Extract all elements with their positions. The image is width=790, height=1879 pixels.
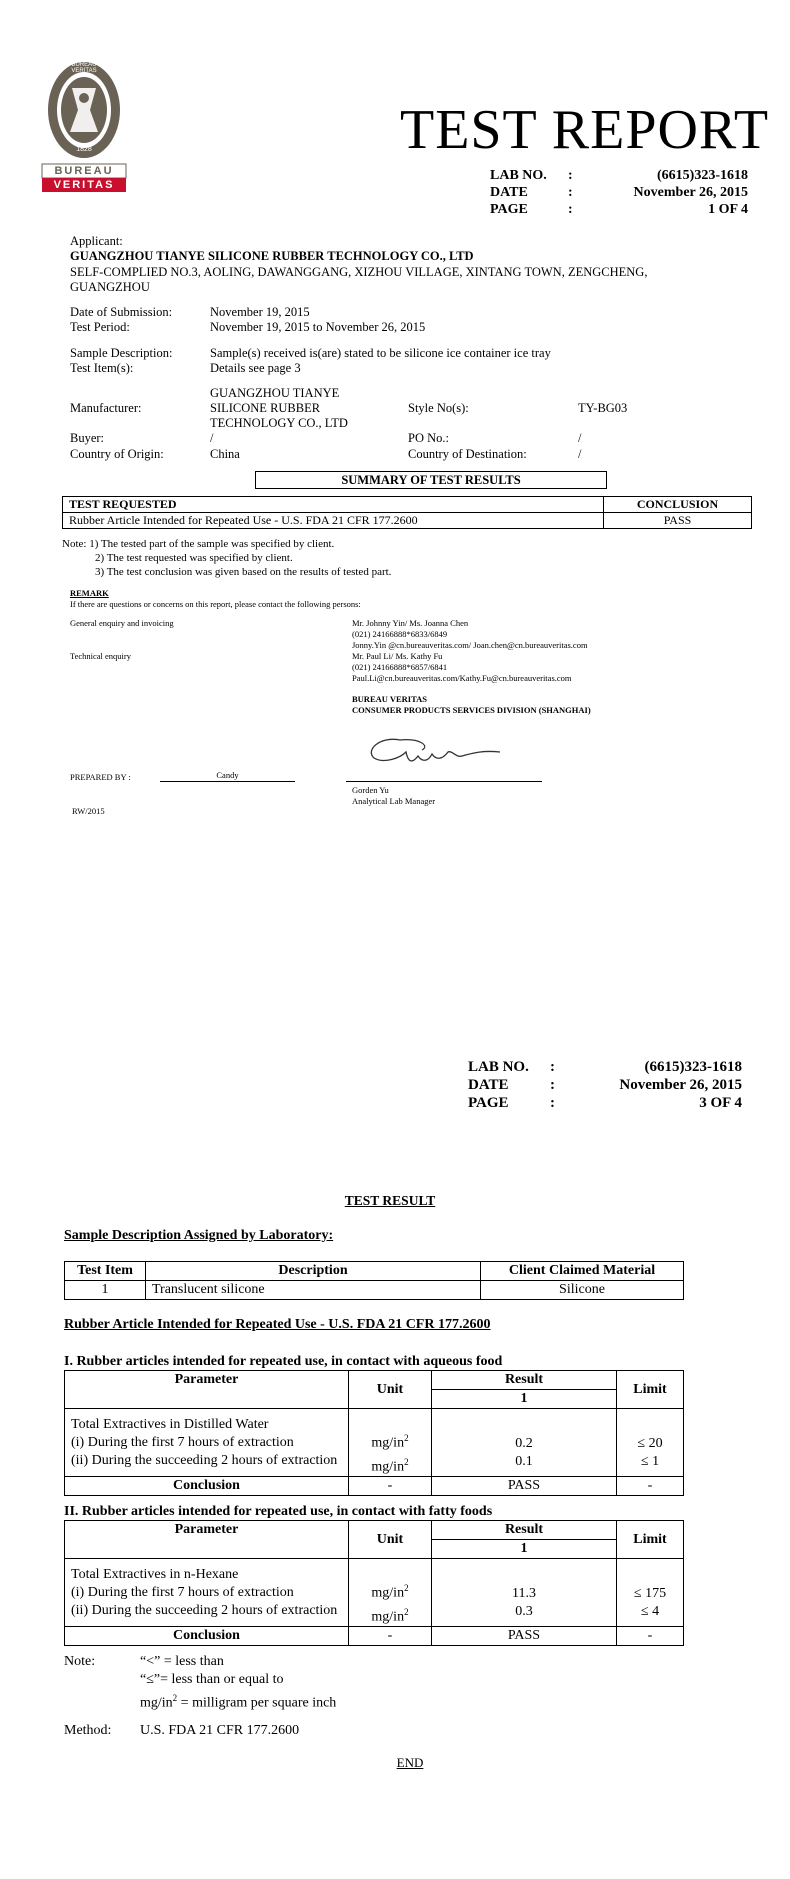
sample-description-cell: Translucent silicone xyxy=(146,1281,481,1300)
date-label: DATE xyxy=(490,185,528,200)
report-title: TEST REPORT xyxy=(400,99,770,161)
manufacturer-line-1: GUANGZHOU TIANYE xyxy=(210,386,340,400)
po-label: PO No.: xyxy=(408,431,449,445)
aqueous-row-1-param: (i) During the first 7 hours of extraction xyxy=(71,1434,294,1450)
buyer-label: Buyer: xyxy=(70,431,105,445)
origin-label: Country of Origin: xyxy=(70,447,164,461)
period-value: November 19, 2015 to November 26, 2015 xyxy=(210,320,426,334)
sample-value: Sample(s) received is(are) stated to be silicone ice container ice tray xyxy=(210,346,551,360)
manufacturer-line-3: TECHNOLOGY CO., LTD xyxy=(210,416,348,430)
colon: : xyxy=(550,1059,555,1075)
fatty-row-1-result: 11.3 xyxy=(512,1585,536,1601)
fatty-row-1-unit: $mg/in^2$ xyxy=(371,1583,409,1601)
style-value: TY-BG03 xyxy=(578,401,628,415)
fatty-header-parameter: Parameter xyxy=(65,1521,349,1559)
sample-table xyxy=(64,1261,684,1300)
prepared-by-line xyxy=(160,781,295,782)
aqueous-row-1-limit: ≤ 20 xyxy=(637,1435,663,1451)
technical-contact-name: Mr. Paul Li/ Ms. Kathy Fu xyxy=(352,651,443,661)
table-row xyxy=(65,1521,684,1540)
applicant-address-2: GUANGZHOU xyxy=(70,280,150,294)
prepared-by-label: PREPARED BY : xyxy=(70,772,131,782)
aqueous-row-total: Total Extractives in Distilled Water xyxy=(71,1416,269,1432)
style-label: Style No(s): xyxy=(408,401,469,415)
date-label: DATE xyxy=(468,1077,509,1093)
logo-word-veritas: VERITAS xyxy=(53,179,115,191)
aqueous-header-result: Result xyxy=(432,1371,617,1390)
submission-label: Date of Submission: xyxy=(70,305,173,319)
fatty-row-1-limit: ≤ 175 xyxy=(633,1585,667,1601)
applicant-address-1: SELF-COMPLIED NO.3, AOLING, DAWANGGANG, XIZHOU VILLAGE, XINTANG TOWN, ZENGCHENG, xyxy=(70,265,648,279)
colon: : xyxy=(568,185,573,200)
technical-enquiry-label: Technical enquiry xyxy=(70,651,132,661)
colon: : xyxy=(568,168,573,183)
aqueous-conclusion-limit: - xyxy=(617,1477,684,1496)
note-1: Note: 1) The tested part of the sample was specified by client. xyxy=(62,538,335,550)
origin-value: China xyxy=(210,447,240,461)
page-label: PAGE xyxy=(468,1095,509,1111)
fatty-row-2-unit: $mg/in^2$ xyxy=(371,1606,409,1625)
lab-no-value: (6615)323-1618 xyxy=(657,168,748,183)
org-name: BUREAU VERITAS xyxy=(352,694,428,704)
fatty-row-total: Total Extractives in n-Hexane xyxy=(71,1566,239,1582)
summary-test-cell: Rubber Article Intended for Repeated Use - U.S. FDA 21 CFR 177.2600 xyxy=(63,513,604,529)
sample-header-material: Client Claimed Material xyxy=(481,1262,684,1281)
colon: : xyxy=(550,1077,555,1093)
date-value: November 26, 2015 xyxy=(619,1077,742,1093)
table-row xyxy=(65,1262,684,1281)
aqueous-header-parameter: Parameter xyxy=(65,1371,349,1409)
fatty-header-limit: Limit xyxy=(617,1521,684,1559)
logo-word-bureau: BUREAU xyxy=(54,165,114,177)
technical-contact-email: Paul.Li@cn.bureauveritas.com/Kathy.Fu@cn.bureauveritas.com xyxy=(352,673,572,683)
table-row xyxy=(65,1559,684,1627)
logo-ring-text: BUREAU VERITAS xyxy=(71,62,97,74)
colon: : xyxy=(550,1095,555,1111)
note-3: 3) The test conclusion was given based on the results of tested part. xyxy=(95,566,392,578)
signer-name: Gorden Yu xyxy=(352,785,389,795)
prepared-by-value: Candy xyxy=(216,770,239,780)
table-row xyxy=(65,1477,684,1496)
page1-header xyxy=(490,167,748,219)
aqueous-row-2-limit: ≤ 1 xyxy=(640,1453,660,1469)
lab-no-label: LAB NO. xyxy=(490,168,547,183)
summary-title: SUMMARY OF TEST RESULTS xyxy=(255,471,607,489)
section-title: Rubber Article Intended for Repeated Use - U.S. FDA 21 CFR 177.2600 xyxy=(64,1317,491,1332)
sample-header-description: Description xyxy=(146,1262,481,1281)
buyer-value: / xyxy=(210,431,214,445)
table-row xyxy=(65,1371,684,1390)
logo-year: 1828 xyxy=(76,146,92,153)
fatty-header-result-sub: 1 xyxy=(432,1540,617,1559)
manufacturer-line-2: SILICONE RUBBER xyxy=(210,401,321,415)
applicant-name: GUANGZHOU TIANYE SILICONE RUBBER TECHNOLOGY CO., LTD xyxy=(70,249,474,263)
technical-contact-phone: (021) 24166888*6857/6841 xyxy=(352,662,448,672)
summary-header-conclusion: CONCLUSION xyxy=(604,497,752,513)
sample-item-cell: 1 xyxy=(65,1281,146,1300)
note-less-equal: “≤”= less than or equal to xyxy=(140,1672,284,1687)
summary-conclusion-cell: PASS xyxy=(604,513,752,529)
destination-value: / xyxy=(578,447,582,461)
fatty-conclusion-unit: - xyxy=(349,1627,432,1646)
aqueous-row-1-unit: $mg/in^2$ xyxy=(371,1433,409,1451)
signature-icon xyxy=(360,728,510,778)
end-marker: END xyxy=(396,1755,424,1770)
table-row xyxy=(65,1281,684,1300)
general-contact-email: Jonny.Yin @cn.bureauveritas.com/ Joan.chen@cn.bureauveritas.com xyxy=(352,640,588,650)
remark-title: REMARK xyxy=(70,588,109,598)
fatty-table xyxy=(64,1520,684,1646)
remark-intro: If there are questions or concerns on this report, please contact the following persons: xyxy=(70,599,361,609)
page-value: 3 OF 4 xyxy=(699,1095,742,1111)
fatty-row-2-limit: ≤ 4 xyxy=(640,1603,660,1619)
method-label: Method: xyxy=(64,1723,112,1738)
fatty-conclusion-limit: - xyxy=(617,1627,684,1646)
general-contact-phone: (021) 24166888*6833/6849 xyxy=(352,629,448,639)
table-row xyxy=(63,513,752,529)
aqueous-header-unit: Unit xyxy=(349,1371,432,1409)
aqueous-row-2-unit: $mg/in^2$ xyxy=(371,1456,409,1475)
page3-header xyxy=(468,1058,742,1112)
sample-label: Sample Description: xyxy=(70,346,173,360)
items-label: Test Item(s): xyxy=(70,361,134,375)
colon: : xyxy=(568,202,573,217)
note-2: 2) The test requested was specified by client. xyxy=(95,552,293,564)
table-row xyxy=(63,497,752,513)
aqueous-row-1-result: 0.2 xyxy=(515,1435,533,1451)
table-row xyxy=(65,1409,684,1477)
date-value: November 26, 2015 xyxy=(633,185,748,200)
fatty-row-2-param: (ii) During the succeeding 2 hours of extraction xyxy=(71,1602,338,1618)
fatty-title: II. Rubber articles intended for repeated use, in contact with fatty foods xyxy=(64,1504,493,1519)
note-label: Note: xyxy=(64,1654,96,1669)
aqueous-title: I. Rubber articles intended for repeated use, in contact with aqueous food xyxy=(64,1354,503,1369)
aqueous-table xyxy=(64,1370,684,1496)
destination-label: Country of Destination: xyxy=(408,447,527,461)
fatty-row-1-param: (i) During the first 7 hours of extraction xyxy=(71,1584,294,1600)
aqueous-conclusion-unit: - xyxy=(349,1477,432,1496)
aqueous-conclusion-label: Conclusion xyxy=(65,1477,349,1496)
po-value: / xyxy=(578,431,582,445)
bureau-veritas-logo xyxy=(28,58,140,196)
fatty-conclusion-result: PASS xyxy=(432,1627,617,1646)
fatty-header-unit: Unit xyxy=(349,1521,432,1559)
applicant-label: Applicant: xyxy=(70,234,123,248)
signer-title: Analytical Lab Manager xyxy=(352,796,436,806)
general-contact-name: Mr. Johnny Yin/ Ms. Joanna Chen xyxy=(352,618,469,628)
general-enquiry-label: General enquiry and invoicing xyxy=(70,618,174,628)
manufacturer-label: Manufacturer: xyxy=(70,401,142,415)
org-division: CONSUMER PRODUCTS SERVICES DIVISION (SHANGHAI) xyxy=(352,705,591,715)
page-label: PAGE xyxy=(490,202,528,217)
aqueous-conclusion-result: PASS xyxy=(432,1477,617,1496)
page-value: 1 OF 4 xyxy=(708,202,748,217)
note-less-than: “<” = less than xyxy=(140,1654,224,1669)
aqueous-header-limit: Limit xyxy=(617,1371,684,1409)
summary-table xyxy=(62,496,752,529)
method-value: U.S. FDA 21 CFR 177.2600 xyxy=(140,1723,300,1738)
aqueous-row-2-param: (ii) During the succeeding 2 hours of extraction xyxy=(71,1452,338,1468)
period-label: Test Period: xyxy=(70,320,130,334)
lab-no-value: (6615)323-1618 xyxy=(644,1059,742,1075)
test-result-title: TEST RESULT xyxy=(344,1193,436,1208)
submission-value: November 19, 2015 xyxy=(210,305,310,319)
fatty-conclusion-label: Conclusion xyxy=(65,1627,349,1646)
sample-header-item: Test Item xyxy=(65,1262,146,1281)
summary-header-test: TEST REQUESTED xyxy=(63,497,604,513)
items-value: Details see page 3 xyxy=(210,361,301,375)
table-row xyxy=(65,1627,684,1646)
signature-line xyxy=(346,781,542,782)
sample-material-cell: Silicone xyxy=(481,1281,684,1300)
aqueous-header-result-sub: 1 xyxy=(432,1390,617,1409)
fatty-header-result: Result xyxy=(432,1521,617,1540)
sample-desc-title: Sample Description Assigned by Laboratory: xyxy=(64,1228,334,1243)
form-code: RW/2015 xyxy=(72,806,105,816)
lab-no-label: LAB NO. xyxy=(468,1059,529,1075)
aqueous-row-2-result: 0.1 xyxy=(515,1453,533,1469)
fatty-row-2-result: 0.3 xyxy=(515,1603,533,1619)
note-unit: $mg/in^2$ = milligram per square inch xyxy=(140,1693,337,1711)
